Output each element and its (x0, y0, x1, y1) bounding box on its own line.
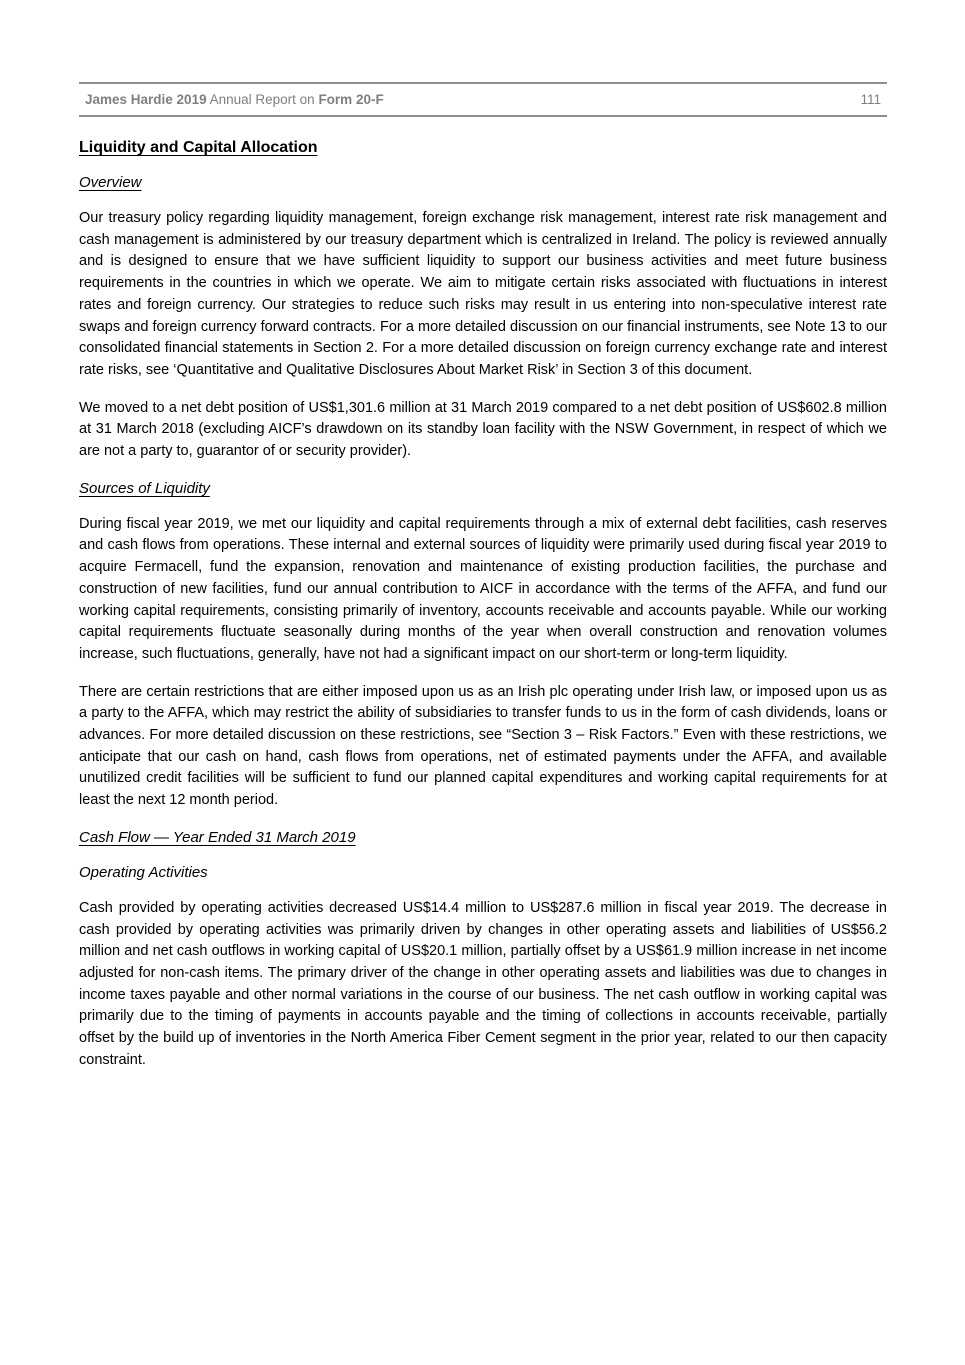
paragraph-overview-2: We moved to a net debt position of US$1,301.6 million at 31 March 2019 compared to a net debt position of US$602.8 million at 31 March 2018 (excluding AICF’s drawdown on its standby loan facility with the NSW Government, in respect of which we are not a party to, guarantor of or security provider). (79, 399, 887, 460)
report-title-middle: Annual Report on (206, 92, 319, 107)
page-number: 111 (860, 92, 881, 107)
report-form: Form 20-F (318, 92, 384, 107)
paragraph-sources-2: There are certain restrictions that are either imposed upon us as an Irish plc operating under Irish law, or imposed upon us as a party to the AFFA, which may restrict the ability of subsidiaries to transfer funds to us in the form of cash dividends, loans or advances. For more detailed discussion on these restrictions, see “Section 3 – Risk Factors.” Even with these restrictions, we anticipate that our cash on hand, cash flows from operations, net of estimated payments under the AFFA, and available unutilized credit facilities will be sufficient to fund our planned capital expenditures and working capital requirements for at least the next 12 month period. (79, 683, 887, 809)
page-header (79, 82, 887, 117)
subsection-title-operating: Operating Activities (79, 863, 208, 881)
subsection-title-overview: Overview (79, 174, 142, 191)
subsection-title-cash-flow: Cash Flow — Year Ended 31 March 2019 (79, 828, 356, 846)
report-title (85, 92, 384, 107)
subsection-title-sources: Sources of Liquidity (79, 479, 210, 497)
paragraph-overview-1: Our treasury policy regarding liquidity management, foreign exchange risk management, interest rate risk management and cash management is administered by our treasury department which is centralized in Ireland. The policy is reviewed annually and is designed to ensure that we have sufficient liquidity to support our business activities and meet future business requirements in the countries in which we operate. We aim to mitigate certain risks associated with fluctuations in interest rates and foreign currency. Our strategies to reduce such risks may result in us entering into non-speculative interest rate swaps and foreign currency forward contracts. For a more detailed discussion on our financial instruments, see Note 13 to our consolidated financial statements in Section 2. For a more detailed discussion on foreign currency exchange rate and interest rate risks, see ‘Quantitative and Qualitative Disclosures About Market Risk’ in Section 3 of this document. (79, 210, 887, 378)
header-row (79, 84, 887, 115)
paragraph-sources-1: During fiscal year 2019, we met our liquidity and capital requirements through a mix of external debt facilities, cash reserves and cash flows from operations. These internal and external sources of liquidity were primarily used during fiscal year 2019 to acquire Fermacell, fund the expansion, renovation and maintenance of existing production facilities, the purchase and construction of new facilities, fund our annual contribution to AICF in accordance with the terms of the AFFA, and fund our working capital requirements, consisting primarily of inventory, accounts receivable and accounts payable. While our working capital requirements fluctuate seasonally during months of the year when overall construction and renovation volumes increase, such fluctuations, generally, have not had a significant impact on our short-term or long-term liquidity. (79, 515, 887, 662)
report-brand: James Hardie 2019 (85, 92, 207, 107)
document-body (79, 138, 887, 1072)
section-title-liquidity: Liquidity and Capital Allocation (79, 139, 318, 156)
paragraph-operating-1: Cash provided by operating activities decreased US$14.4 million to US$287.6 million in fiscal year 2019. The decrease in cash provided by operating activities was primarily driven by changes in other operating assets and liabilities of US$56.2 million and net cash outflows in working capital of US$20.1 million, partially offset by a US$61.9 million increase in net income adjusted for non-cash items. The primary driver of the change in other operating assets and liabilities was due to changes in income taxes payable and other normal variations in the course of our business. The net cash outflow in working capital was primarily due to the timing of payments in accounts payable and the timing of collections in accounts receivable, partially offset by the build up of inventories in the North America Fiber Cement segment in the prior year, related to our then capacity constraint. (79, 899, 887, 1068)
header-bottom-rule (79, 115, 887, 117)
